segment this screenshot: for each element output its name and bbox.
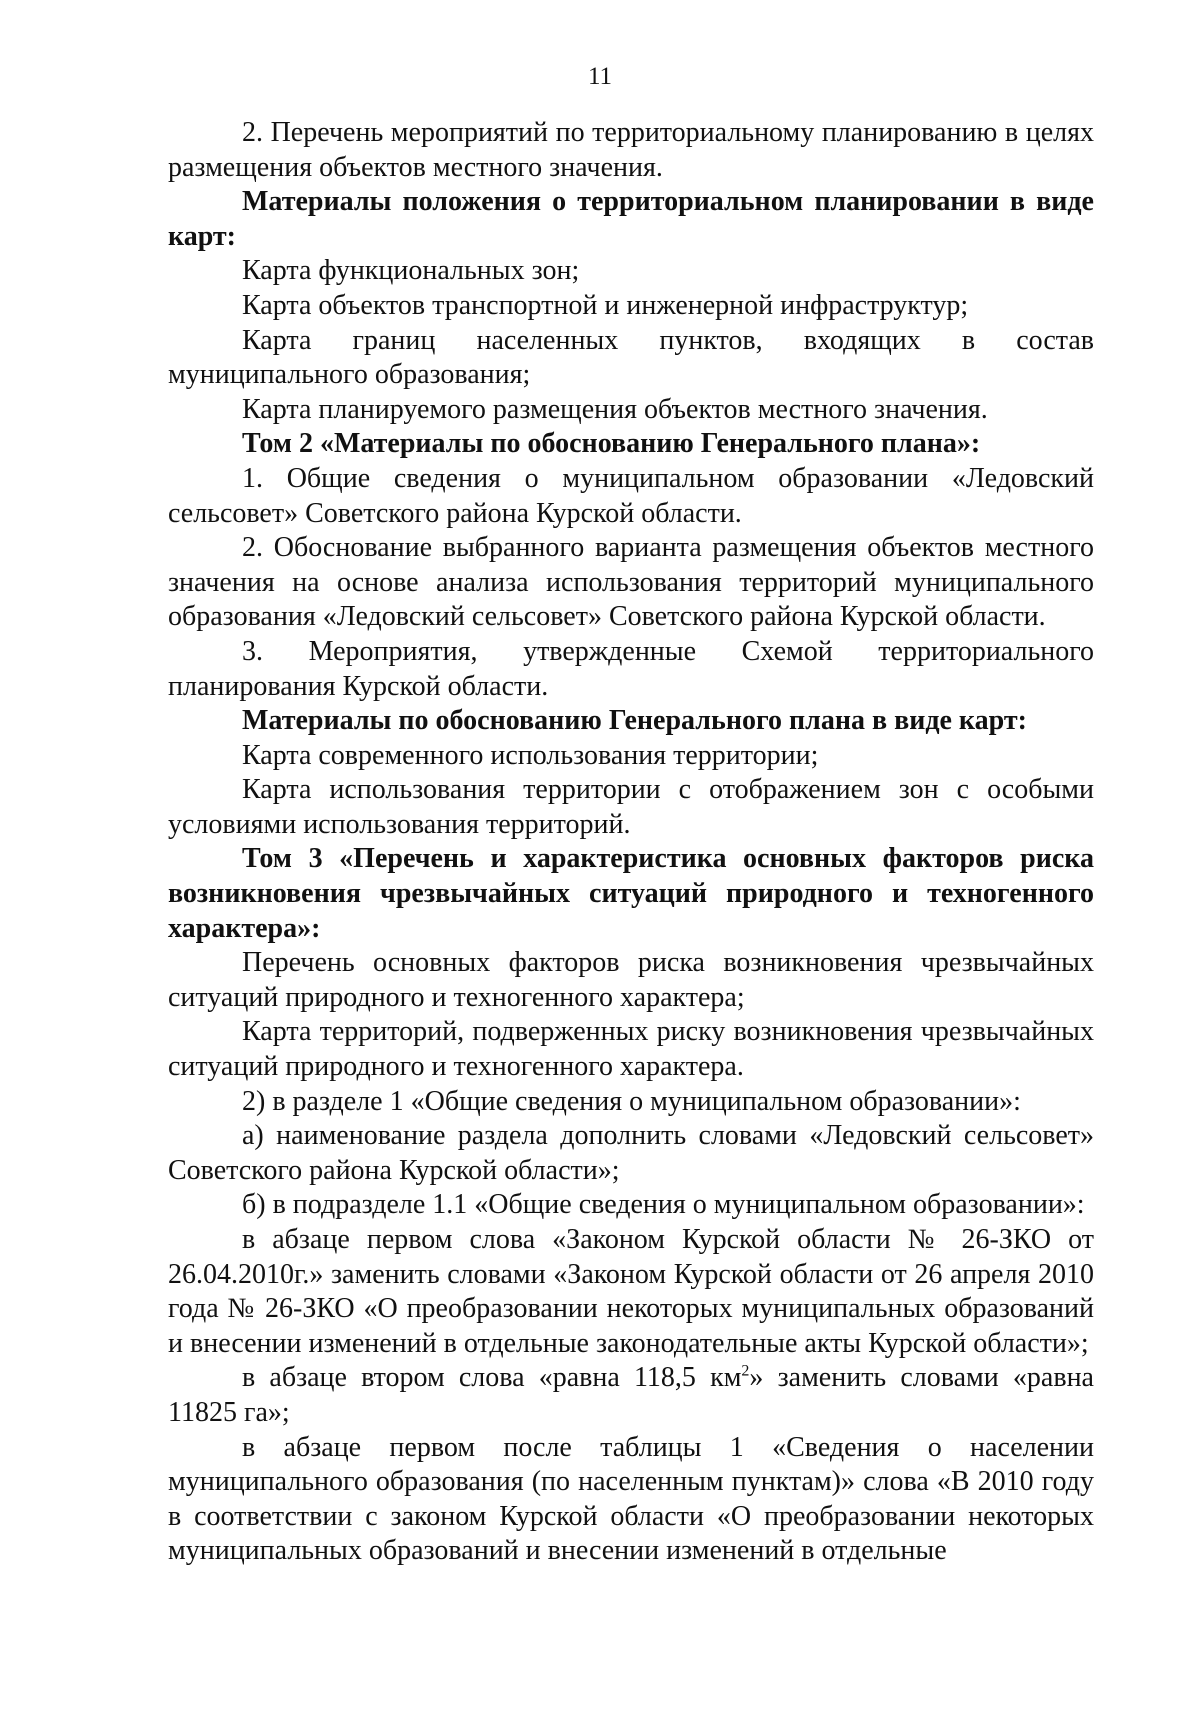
list-item (168, 324, 1094, 393)
section-heading (168, 842, 1094, 946)
list-item (168, 773, 1094, 842)
section-heading (168, 427, 1094, 462)
paragraph-text: в абзаце первом после таблицы 1 «Сведения о населении муниципального образования (по населенным пунктам)» слова «В 2010 году в соответствии с законом Курской области «О преобразовании некоторых муниципальных образований и внесении изменений в отдельные (168, 1431, 1094, 1567)
list-item-text: Карта использования территории с отображением зон с особыми условиями использования территорий. (168, 774, 1094, 840)
paragraph (168, 635, 1094, 704)
list-item-text: Карта территорий, подверженных риску возникновения чрезвычайных ситуаций природного и техногенного характера. (168, 1016, 1094, 1083)
list-item-text: Перечень основных факторов риска возникновения чрезвычайных ситуаций природного и техногенного характера; (168, 947, 1094, 1013)
list-item (168, 1015, 1094, 1084)
paragraph-text: 2. Обоснование выбранного варианта размещения объектов местного значения на основе анализа использования территорий муниципального образования «Ледовский сельсовет» Советского района Курской области. (168, 532, 1094, 633)
heading-text: Том 2 «Материалы по обоснованию Генерального плана»: (242, 428, 981, 460)
paragraph (168, 116, 1094, 185)
list-item-text: Карта современного использования территории; (242, 739, 819, 771)
list-item (168, 946, 1094, 1015)
paragraph (168, 1085, 1094, 1120)
paragraph-text: в абзаце втором слова «равна 118,5 км (242, 1362, 742, 1394)
heading-text: Материалы положения о территориальном планировании в виде карт: (168, 186, 1094, 252)
paragraph (168, 531, 1094, 635)
paragraph-text: а) наименование раздела дополнить словами «Ледовский сельсовет» Советского района Курской области»; (168, 1120, 1094, 1186)
list-item-text: Карта объектов транспортной и инженерной инфраструктур; (242, 289, 969, 321)
paragraph (168, 1188, 1094, 1223)
paragraph (168, 1361, 1094, 1430)
list-item (168, 289, 1094, 324)
section-heading (168, 185, 1094, 254)
paragraph-text: 3. Мероприятия, утвержденные Схемой территориального планирования Курской области. (168, 635, 1094, 702)
heading-text: Том 3 «Перечень и характеристика основных факторов риска возникновения чрезвычайных ситуаций природного и техногенного характера»: (168, 843, 1094, 944)
paragraph-text: 2) в разделе 1 «Общие сведения о муниципальном образовании»: (242, 1085, 1021, 1117)
list-item (168, 739, 1094, 774)
paragraph (168, 1119, 1094, 1188)
list-item-text: Карта функциональных зон; (242, 255, 580, 287)
heading-text: Материалы по обоснованию Генерального плана в виде карт: (242, 705, 1027, 737)
list-item-text: Карта планируемого размещения объектов местного значения. (242, 393, 988, 425)
superscript: 2 (741, 1363, 750, 1381)
paragraph-text: б) в подразделе 1.1 «Общие сведения о муниципальном образовании»: (242, 1189, 1085, 1221)
paragraph-text-continued: » заменить словами «равна 11825 га»; (168, 1362, 1094, 1428)
section-heading (168, 704, 1094, 739)
paragraph (168, 462, 1094, 531)
paragraph-text: в абзаце первом слова «Законом Курской области № 26-ЗКО от 26.04.2010г.» заменить словами «Законом Курской области от 26 апреля 2010 года № 26-ЗКО «О преобразовании некоторых муниципальных образований и внесении изменений в отдельные законодательные акты Курской области»; (168, 1224, 1094, 1359)
list-item (168, 254, 1094, 289)
page-number: 11 (587, 63, 613, 90)
paragraph (168, 1431, 1094, 1569)
paragraph-text: 1. Общие сведения о муниципальном образовании «Ледовский сельсовет» Советского района Курской области. (168, 462, 1094, 529)
paragraph-text: 2. Перечень мероприятий по территориальному планированию в целях размещения объектов местного значения. (168, 117, 1094, 183)
paragraph (168, 1223, 1094, 1361)
list-item (168, 393, 1094, 428)
document-body (168, 116, 1094, 1569)
list-item-text: Карта границ населенных пунктов, входящих в состав муниципального образования; (168, 324, 1094, 391)
